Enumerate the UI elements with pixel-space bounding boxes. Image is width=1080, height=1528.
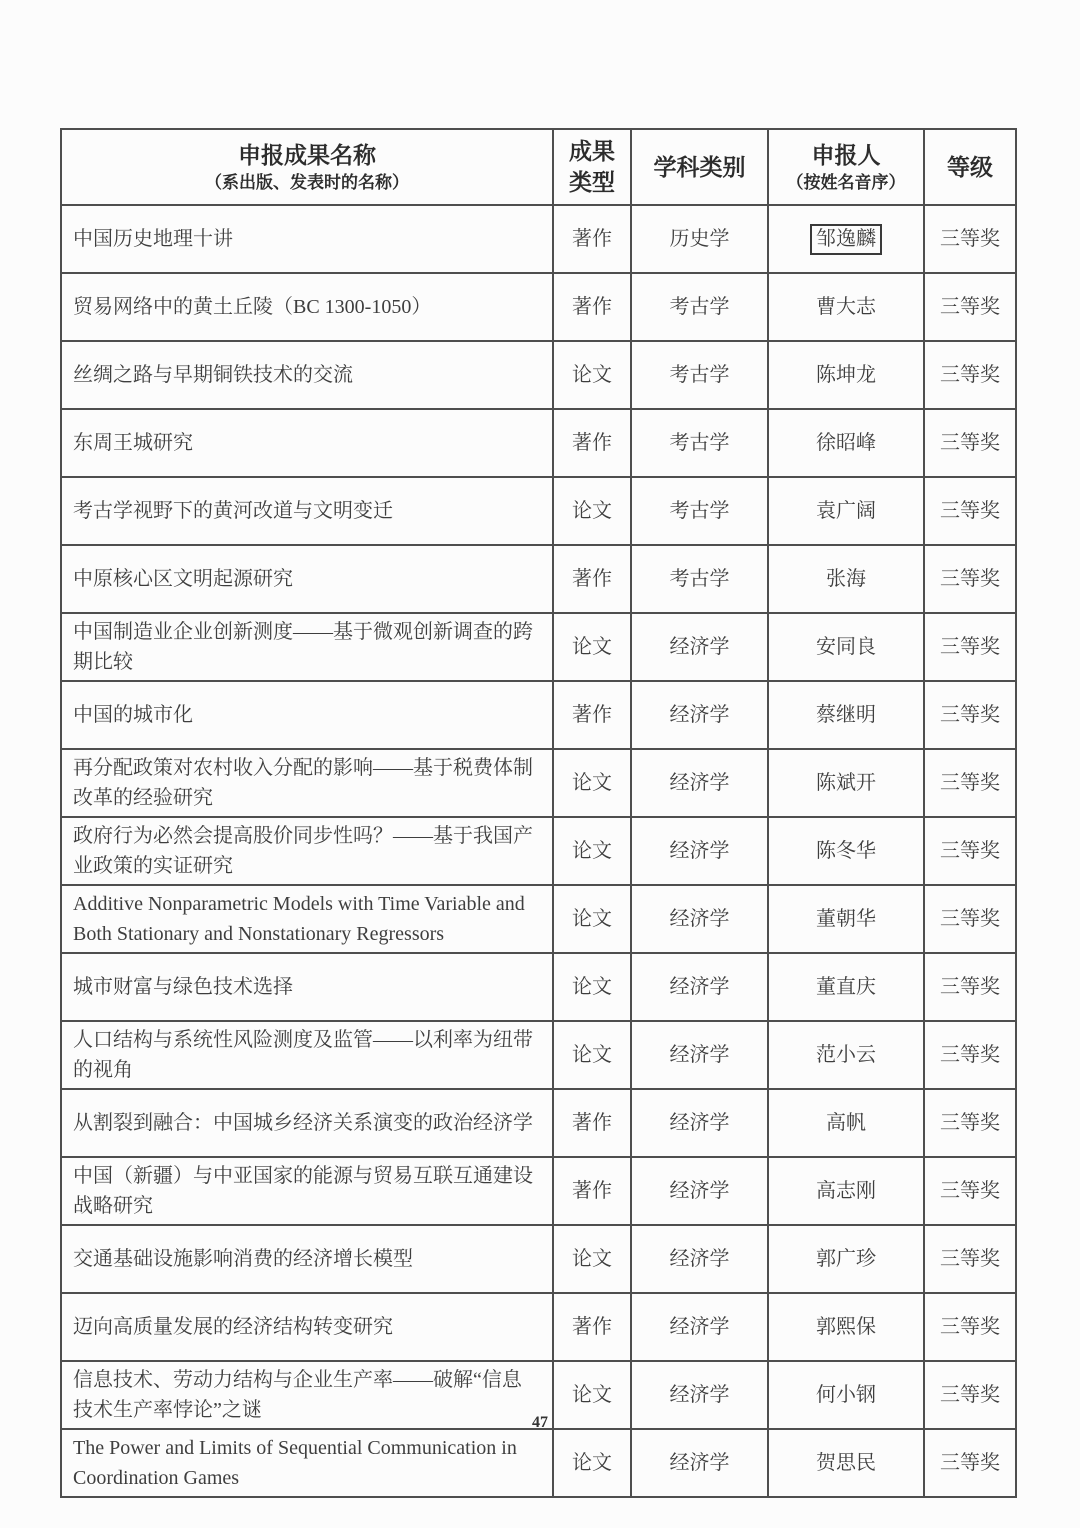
table-row xyxy=(61,1293,1016,1361)
header-subject-category-label: 学科类别 xyxy=(653,154,746,180)
table-row xyxy=(61,749,1016,817)
result-applicant-cell xyxy=(768,273,924,341)
result-category-cell: 经济学 xyxy=(631,1225,768,1293)
header-grade-label: 等级 xyxy=(947,154,993,180)
result-applicant-cell xyxy=(768,205,924,273)
result-type-cell: 论文 xyxy=(553,1429,631,1497)
header-row xyxy=(61,129,1016,205)
result-title-cell: 城市财富与绿色技术选择 xyxy=(61,953,553,1021)
result-applicant-cell xyxy=(768,681,924,749)
result-type-cell: 著作 xyxy=(553,681,631,749)
result-type-cell: 论文 xyxy=(553,1225,631,1293)
result-grade-cell: 三等奖 xyxy=(924,1089,1016,1157)
result-category-cell: 经济学 xyxy=(631,681,768,749)
header-applicant xyxy=(768,129,924,205)
header-applicant-subtitle: （按姓名音序） xyxy=(786,172,906,192)
result-category-cell: 经济学 xyxy=(631,1157,768,1225)
result-title-cell: 政府行为必然会提高股价同步性吗？——基于我国产业政策的实证研究 xyxy=(61,817,553,885)
result-category-cell: 考古学 xyxy=(631,477,768,545)
result-category-cell: 经济学 xyxy=(631,1293,768,1361)
result-applicant-cell xyxy=(768,1293,924,1361)
result-category-cell: 考古学 xyxy=(631,341,768,409)
table-row xyxy=(61,1089,1016,1157)
result-title-cell: 再分配政策对农村收入分配的影响——基于税费体制改革的经验研究 xyxy=(61,749,553,817)
result-applicant-cell xyxy=(768,1429,924,1497)
result-title-cell: 迈向高质量发展的经济结构转变研究 xyxy=(61,1293,553,1361)
result-applicant-cell xyxy=(768,1021,924,1089)
result-applicant-cell xyxy=(768,613,924,681)
result-type-cell: 论文 xyxy=(553,953,631,1021)
applicant-name: 范小云 xyxy=(816,1044,876,1066)
result-grade-cell: 三等奖 xyxy=(924,1157,1016,1225)
result-title-cell: 交通基础设施影响消费的经济增长模型 xyxy=(61,1225,553,1293)
table-row xyxy=(61,953,1016,1021)
award-results-table xyxy=(60,128,1017,1498)
result-applicant-cell xyxy=(768,477,924,545)
result-type-cell: 著作 xyxy=(553,1157,631,1225)
result-category-cell: 经济学 xyxy=(631,1361,768,1429)
table-row xyxy=(61,817,1016,885)
applicant-name: 贺思民 xyxy=(816,1452,876,1474)
result-grade-cell: 三等奖 xyxy=(924,613,1016,681)
result-category-cell: 经济学 xyxy=(631,817,768,885)
table-row xyxy=(61,1225,1016,1293)
result-title-cell: 丝绸之路与早期铜铁技术的交流 xyxy=(61,341,553,409)
result-category-cell: 考古学 xyxy=(631,409,768,477)
applicant-name: 徐昭峰 xyxy=(816,432,876,454)
result-title-cell: 信息技术、劳动力结构与企业生产率——破解“信息技术生产率悖论”之谜 xyxy=(61,1361,553,1429)
result-type-cell: 著作 xyxy=(553,545,631,613)
applicant-name: 陈斌开 xyxy=(816,772,876,794)
result-applicant-cell xyxy=(768,341,924,409)
header-achievement-type xyxy=(553,129,631,205)
header-subject-category xyxy=(631,129,768,205)
result-title-cell: The Power and Limits of Sequential Communication in Coordination Games xyxy=(61,1429,553,1497)
applicant-name: 郭熙保 xyxy=(816,1316,876,1338)
table-row xyxy=(61,341,1016,409)
result-applicant-cell xyxy=(768,1157,924,1225)
result-grade-cell: 三等奖 xyxy=(924,953,1016,1021)
table-row xyxy=(61,273,1016,341)
result-grade-cell: 三等奖 xyxy=(924,1225,1016,1293)
result-title-cell: Additive Nonparametric Models with Time Variable and Both Stationary and Nonstationary Regressors xyxy=(61,885,553,953)
result-type-cell: 论文 xyxy=(553,1021,631,1089)
result-title-cell: 人口结构与系统性风险测度及监管——以利率为纽带的视角 xyxy=(61,1021,553,1089)
result-title-cell: 中国历史地理十讲 xyxy=(61,205,553,273)
result-applicant-cell xyxy=(768,885,924,953)
result-grade-cell: 三等奖 xyxy=(924,273,1016,341)
applicant-name: 高志刚 xyxy=(816,1180,876,1202)
result-title-cell: 中原核心区文明起源研究 xyxy=(61,545,553,613)
result-type-cell: 论文 xyxy=(553,817,631,885)
applicant-name: 袁广阔 xyxy=(816,500,876,522)
result-grade-cell: 三等奖 xyxy=(924,1293,1016,1361)
result-grade-cell: 三等奖 xyxy=(924,1361,1016,1429)
result-title-cell: 中国制造业企业创新测度——基于微观创新调查的跨期比较 xyxy=(61,613,553,681)
header-achievement-type-line1: 成果 xyxy=(569,139,615,164)
table-row xyxy=(61,885,1016,953)
result-grade-cell: 三等奖 xyxy=(924,885,1016,953)
header-achievement-name-subtitle: （系出版、发表时的名称） xyxy=(205,172,409,192)
result-grade-cell: 三等奖 xyxy=(924,681,1016,749)
result-type-cell: 论文 xyxy=(553,1361,631,1429)
applicant-name: 董朝华 xyxy=(816,908,876,930)
applicant-name: 董直庆 xyxy=(816,976,876,998)
result-category-cell: 经济学 xyxy=(631,1089,768,1157)
result-applicant-cell xyxy=(768,1089,924,1157)
header-grade xyxy=(924,129,1016,205)
result-type-cell: 著作 xyxy=(553,205,631,273)
result-category-cell: 经济学 xyxy=(631,1429,768,1497)
table-row xyxy=(61,545,1016,613)
applicant-name: 邹逸麟 xyxy=(810,224,882,255)
result-grade-cell: 三等奖 xyxy=(924,1021,1016,1089)
table-header xyxy=(61,129,1016,205)
applicant-name: 陈坤龙 xyxy=(816,364,876,386)
result-type-cell: 著作 xyxy=(553,409,631,477)
applicant-name: 蔡继明 xyxy=(816,704,876,726)
result-title-cell: 中国（新疆）与中亚国家的能源与贸易互联互通建设战略研究 xyxy=(61,1157,553,1225)
applicant-name: 陈冬华 xyxy=(816,840,876,862)
result-type-cell: 论文 xyxy=(553,885,631,953)
result-type-cell: 论文 xyxy=(553,749,631,817)
result-category-cell: 经济学 xyxy=(631,749,768,817)
applicant-name: 何小钢 xyxy=(816,1384,876,1406)
results-table-body xyxy=(61,205,1016,1497)
result-grade-cell: 三等奖 xyxy=(924,545,1016,613)
table-row xyxy=(61,477,1016,545)
result-applicant-cell xyxy=(768,953,924,1021)
applicant-name: 高帆 xyxy=(826,1112,866,1134)
result-type-cell: 著作 xyxy=(553,1089,631,1157)
result-type-cell: 论文 xyxy=(553,341,631,409)
table-row xyxy=(61,1429,1016,1497)
result-applicant-cell xyxy=(768,1225,924,1293)
applicant-name: 郭广珍 xyxy=(816,1248,876,1270)
result-title-cell: 考古学视野下的黄河改道与文明变迁 xyxy=(61,477,553,545)
result-category-cell: 经济学 xyxy=(631,1021,768,1089)
header-applicant-title: 申报人 xyxy=(811,142,881,168)
header-achievement-name xyxy=(61,129,553,205)
result-grade-cell: 三等奖 xyxy=(924,477,1016,545)
result-category-cell: 考古学 xyxy=(631,273,768,341)
result-category-cell: 历史学 xyxy=(631,205,768,273)
result-grade-cell: 三等奖 xyxy=(924,409,1016,477)
table-row xyxy=(61,409,1016,477)
table-row xyxy=(61,1157,1016,1225)
table-row xyxy=(61,681,1016,749)
result-grade-cell: 三等奖 xyxy=(924,205,1016,273)
result-grade-cell: 三等奖 xyxy=(924,341,1016,409)
result-applicant-cell xyxy=(768,409,924,477)
result-category-cell: 考古学 xyxy=(631,545,768,613)
table-row xyxy=(61,613,1016,681)
result-title-cell: 中国的城市化 xyxy=(61,681,553,749)
result-grade-cell: 三等奖 xyxy=(924,1429,1016,1497)
result-category-cell: 经济学 xyxy=(631,613,768,681)
result-type-cell: 著作 xyxy=(553,273,631,341)
applicant-name: 张海 xyxy=(826,568,866,590)
result-category-cell: 经济学 xyxy=(631,885,768,953)
result-type-cell: 论文 xyxy=(553,477,631,545)
result-title-cell: 从割裂到融合：中国城乡经济关系演变的政治经济学 xyxy=(61,1089,553,1157)
result-title-cell: 贸易网络中的黄土丘陵（BC 1300-1050） xyxy=(61,273,553,341)
result-applicant-cell xyxy=(768,817,924,885)
applicant-name: 曹大志 xyxy=(816,296,876,318)
result-category-cell: 经济学 xyxy=(631,953,768,1021)
result-applicant-cell xyxy=(768,545,924,613)
result-type-cell: 著作 xyxy=(553,1293,631,1361)
result-applicant-cell xyxy=(768,749,924,817)
result-grade-cell: 三等奖 xyxy=(924,817,1016,885)
table-row xyxy=(61,205,1016,273)
table-row xyxy=(61,1021,1016,1089)
result-type-cell: 论文 xyxy=(553,613,631,681)
applicant-name: 安同良 xyxy=(816,636,876,658)
header-achievement-name-title: 申报成果名称 xyxy=(238,142,376,168)
header-achievement-type-line2: 类型 xyxy=(569,170,615,195)
result-title-cell: 东周王城研究 xyxy=(61,409,553,477)
page-number: 47 xyxy=(532,1414,548,1431)
result-grade-cell: 三等奖 xyxy=(924,749,1016,817)
